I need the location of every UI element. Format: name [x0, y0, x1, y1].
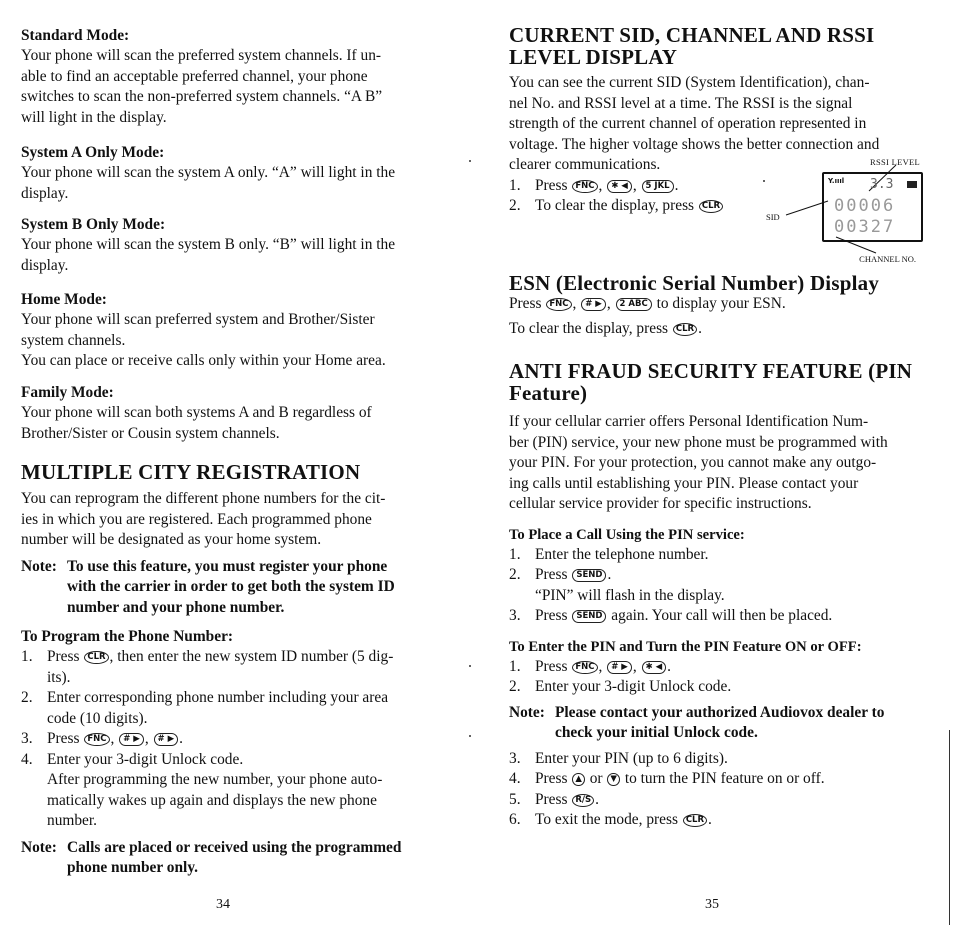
- hash-key-icon: # ▶: [154, 733, 179, 746]
- multiple-city-section: [21, 461, 431, 879]
- current-sid-line: strength of the current channel of operation represented in: [509, 115, 867, 132]
- enter-pin-heading: To Enter the PIN and Turn the PIN Feature ON or OFF:: [509, 638, 862, 655]
- step-text: Press SEND again. Your call will then be placed.: [535, 607, 833, 624]
- esn-line: Press FNC , # ▶ , 2 ABC to display your ESN.: [509, 295, 786, 312]
- program-steps: [21, 647, 431, 832]
- scan-speck: [469, 160, 471, 162]
- programmed-number-note: [21, 838, 431, 879]
- step-number: 5.: [509, 790, 521, 808]
- standard-mode-line: switches to scan the non-preferred system channels. “A B”: [21, 88, 383, 105]
- home-mode-line: You can place or receive calls only within your Home area.: [21, 352, 386, 369]
- anti-fraud-line: cellular service provider for specific instructions.: [509, 495, 812, 512]
- list-item: [21, 647, 431, 688]
- list-item: [509, 790, 919, 811]
- note-line: Please contact your authorized Audiovox dealer to: [555, 703, 885, 721]
- list-item: [21, 750, 431, 832]
- note-label: Note:: [21, 838, 57, 856]
- step-text: Press SEND .: [535, 566, 612, 583]
- step-text: To exit the mode, press CLR .: [535, 811, 712, 828]
- note-line: phone number only.: [67, 859, 199, 876]
- note-line: Calls are placed or received using the programmed: [67, 838, 402, 856]
- list-item: [21, 729, 431, 750]
- standard-mode-line: Your phone will scan the preferred system channels. If un-: [21, 47, 382, 64]
- place-call-steps: [509, 545, 919, 627]
- list-item: [21, 688, 431, 729]
- clr-key-icon: CLR: [683, 814, 707, 827]
- family-mode-heading: Family Mode:: [21, 384, 114, 401]
- hash-key-icon: # ▶: [581, 298, 606, 311]
- system-b-section: [21, 215, 431, 276]
- note-label: Note:: [21, 557, 57, 575]
- list-item: [509, 657, 919, 678]
- step-text: Enter the telephone number.: [535, 545, 709, 563]
- system-a-section: [21, 143, 431, 204]
- family-mode-line: Brother/Sister or Cousin system channels.: [21, 424, 280, 442]
- fnc-key-icon: FNC: [546, 298, 571, 311]
- place-call-heading: To Place a Call Using the PIN service:: [509, 526, 745, 543]
- list-item: [509, 677, 919, 698]
- star-key-icon: ✱ ◀: [607, 180, 632, 193]
- two-key-icon: 2 ABC: [616, 298, 652, 311]
- step-text: After programming the new number, your phone auto-: [47, 771, 383, 788]
- signal-strength-icon: Y.ıııl: [828, 177, 845, 185]
- rssi-value: 3.3: [870, 177, 894, 192]
- current-sid-line: voltage. The higher voltage shows the better connection and: [509, 135, 880, 153]
- enter-pin-steps-continued: [509, 749, 919, 831]
- current-sid-line: clearer communications.: [509, 156, 661, 173]
- step-number: 2.: [509, 197, 521, 214]
- current-sid-line: nel No. and RSSI level at a time. The RSSI is the signal: [509, 94, 853, 112]
- step-number: 1.: [21, 648, 33, 665]
- step-text: Press ▲ or ▼ to turn the PIN feature on or off.: [535, 770, 825, 787]
- list-item: [509, 749, 919, 770]
- send-key-icon: SEND: [572, 569, 606, 582]
- system-a-heading: System A Only Mode:: [21, 144, 165, 161]
- system-b-heading: System B Only Mode:: [21, 216, 166, 233]
- step-number: 4.: [509, 770, 521, 787]
- anti-fraud-title: ANTI FRAUD SECURITY FEATURE (PIN: [509, 359, 913, 383]
- anti-fraud-line: your PIN. For your protection, you cannot make any outgo-: [509, 454, 877, 471]
- step-text: “PIN” will flash in the display.: [535, 586, 725, 604]
- hash-key-icon: # ▶: [119, 733, 144, 746]
- step-text: its).: [47, 668, 71, 686]
- step-text: Enter corresponding phone number including your area: [47, 689, 389, 706]
- note-line: To use this feature, you must register your phone: [67, 557, 388, 575]
- step-text: Enter your 3-digit Unlock code.: [535, 678, 732, 695]
- page-edge-line: [949, 730, 950, 925]
- rssi-level-label: RSSI LEVEL: [870, 157, 920, 167]
- standard-mode-line: able to find an acceptable preferred channel, your phone: [21, 67, 368, 85]
- battery-icon: [907, 181, 917, 188]
- current-sid-line: You can see the current SID (System Identification), chan-: [509, 74, 870, 91]
- list-item: [509, 545, 919, 566]
- send-key-icon: SEND: [572, 610, 606, 623]
- step-number: 3.: [509, 607, 521, 624]
- family-mode-line: Your phone will scan both systems A and B regardless of: [21, 404, 372, 421]
- current-sid-title: CURRENT SID, CHANNEL AND RSSI: [509, 23, 875, 47]
- note-label: Note:: [509, 703, 545, 721]
- multiple-city-title: MULTIPLE CITY REGISTRATION: [21, 460, 361, 484]
- step-number: 2.: [21, 689, 33, 706]
- esn-line: To clear the display, press CLR .: [509, 319, 702, 337]
- home-mode-line: Your phone will scan preferred system and Brother/Sister: [21, 311, 375, 328]
- esn-section: [509, 272, 919, 339]
- step-text: Press CLR , then enter the new system ID number (5 dig-: [47, 648, 394, 665]
- sid-value: 00006: [834, 196, 896, 216]
- current-sid-title: LEVEL DISPLAY: [509, 45, 678, 69]
- anti-fraud-section: [509, 360, 919, 831]
- esn-title: ESN (Electronic Serial Number) Display: [509, 271, 880, 295]
- page-number-left: 34: [216, 897, 230, 912]
- home-mode-heading: Home Mode:: [21, 291, 107, 308]
- five-key-icon: 5 JKL: [642, 180, 674, 193]
- fnc-key-icon: FNC: [84, 733, 109, 746]
- standard-mode-heading: Standard Mode:: [21, 27, 130, 44]
- step-text: Enter your PIN (up to 6 digits).: [535, 749, 728, 767]
- page-number-right: 35: [705, 897, 719, 912]
- down-arrow-key-icon: ▼: [607, 773, 620, 786]
- scan-speck: [469, 735, 471, 737]
- list-item: [509, 810, 919, 831]
- home-mode-section: [21, 290, 431, 372]
- anti-fraud-line: If your cellular carrier offers Personal Identification Num-: [509, 413, 869, 430]
- step-number: 1.: [509, 176, 521, 194]
- unlock-code-note: [509, 703, 919, 744]
- step-number: 2.: [509, 566, 521, 583]
- system-a-line: display.: [21, 184, 69, 202]
- clr-key-icon: CLR: [673, 323, 697, 336]
- sid-label: SID: [766, 212, 780, 222]
- multiple-city-line: number will be designated as your home system.: [21, 531, 322, 548]
- lcd-screen: [822, 172, 923, 242]
- clr-key-icon: CLR: [84, 651, 108, 664]
- system-a-line: Your phone will scan the system A only. “A” will light in the: [21, 164, 396, 181]
- step-number: 1.: [509, 657, 521, 675]
- step-number: 3.: [21, 730, 33, 747]
- family-mode-section: [21, 383, 431, 444]
- step-text: Press R/S .: [535, 790, 599, 808]
- list-item: [509, 565, 919, 606]
- standard-mode-section: [21, 26, 431, 128]
- up-arrow-key-icon: ▲: [572, 773, 585, 786]
- enter-pin-steps: [509, 657, 919, 698]
- anti-fraud-line: ing calls until establishing your PIN. Please contact your: [509, 474, 859, 492]
- anti-fraud-line: ber (PIN) service, your new phone must be programmed with: [509, 433, 888, 451]
- step-text: Press FNC , # ▶ , # ▶ .: [47, 730, 184, 747]
- note-line: with the carrier in order to get both the system ID: [67, 578, 395, 595]
- program-number-heading: To Program the Phone Number:: [21, 628, 234, 645]
- step-number: 4.: [21, 750, 33, 768]
- step-text: matically wakes up again and displays the new phone: [47, 791, 377, 809]
- rs-key-icon: R/S: [572, 794, 594, 807]
- multiple-city-line: ies in which you are registered. Each programmed phone: [21, 510, 372, 528]
- step-number: 6.: [509, 811, 521, 828]
- list-item: [509, 769, 919, 790]
- step-text: Enter your 3-digit Unlock code.: [47, 750, 244, 768]
- star-key-icon: ✱ ◀: [642, 661, 667, 674]
- step-number: 2.: [509, 678, 521, 695]
- clr-key-icon: CLR: [699, 200, 723, 213]
- channel-value: 00327: [834, 217, 896, 237]
- step-text: Press FNC , # ▶ , ✱ ◀ .: [535, 657, 672, 675]
- standard-mode-line: will light in the display.: [21, 108, 167, 126]
- step-text: code (10 digits).: [47, 709, 148, 727]
- system-b-line: Your phone will scan the system B only. “B” will light in the: [21, 236, 396, 253]
- hash-key-icon: # ▶: [607, 661, 632, 674]
- home-mode-line: system channels.: [21, 331, 126, 349]
- display-figure: [764, 155, 924, 265]
- note-line: number and your phone number.: [67, 598, 285, 616]
- scan-speck: [469, 665, 471, 667]
- system-b-line: display.: [21, 256, 69, 274]
- step-number: 1.: [509, 545, 521, 563]
- channel-no-label: CHANNEL NO.: [859, 254, 916, 264]
- fnc-key-icon: FNC: [572, 180, 597, 193]
- step-number: 3.: [509, 749, 521, 767]
- step-text: number.: [47, 812, 98, 829]
- list-item: [509, 606, 919, 627]
- register-note: [21, 557, 431, 619]
- multiple-city-line: You can reprogram the different phone numbers for the cit-: [21, 490, 386, 507]
- step-text: Press FNC , ✱ ◀ , 5 JKL .: [535, 176, 679, 194]
- anti-fraud-title: Feature): [509, 381, 588, 405]
- note-line: check your initial Unlock code.: [555, 724, 758, 741]
- step-text: To clear the display, press CLR: [535, 196, 919, 217]
- fnc-key-icon: FNC: [572, 661, 597, 674]
